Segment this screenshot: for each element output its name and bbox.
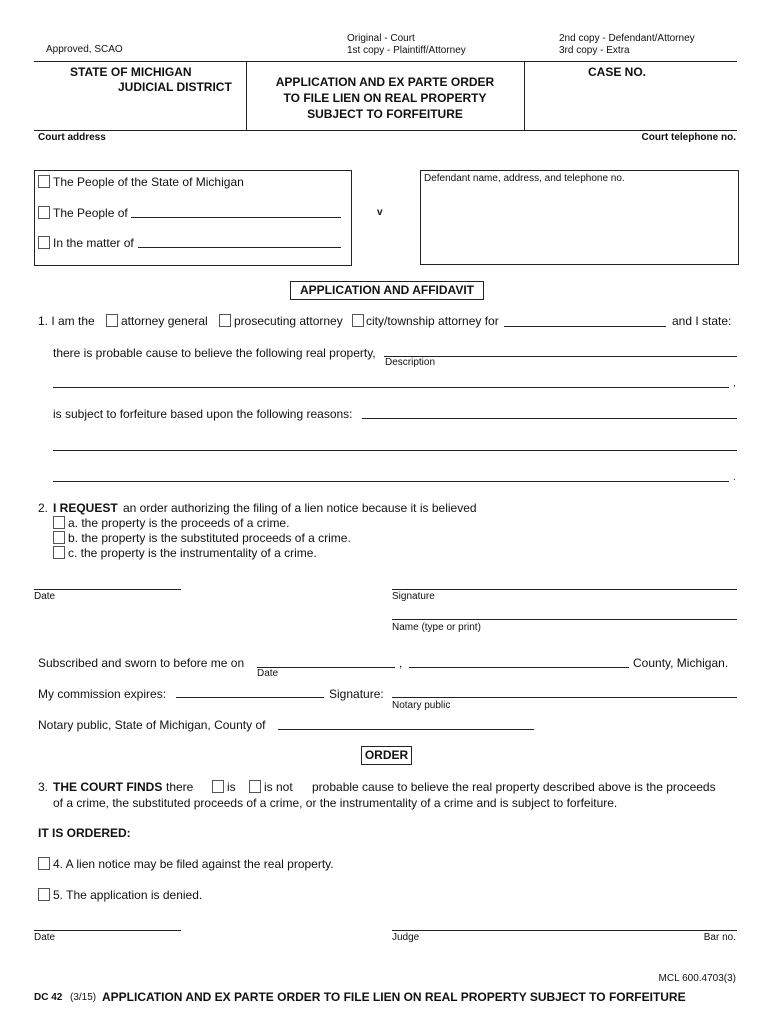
people-state-label: The People of the State of Michigan xyxy=(53,175,244,189)
notary-county-field[interactable] xyxy=(409,667,629,668)
application-name-label: Name (type or print) xyxy=(392,622,481,633)
county-michigan: County, Michigan. xyxy=(633,656,729,670)
header-divider-right xyxy=(524,61,525,130)
checkbox-is[interactable] xyxy=(212,780,224,793)
checkbox-item4[interactable] xyxy=(38,857,50,870)
title-line1: APPLICATION AND EX PARTE ORDER xyxy=(275,75,495,89)
property-description-field[interactable] xyxy=(384,356,737,357)
and-i-state: and I state: xyxy=(672,314,732,328)
form-revision: (3/15) xyxy=(70,992,97,1003)
item3-number: 3. xyxy=(38,780,49,794)
order-date-field[interactable] xyxy=(34,930,181,931)
checkbox-option-a[interactable] xyxy=(53,516,65,529)
property-description-line2[interactable] xyxy=(53,387,729,388)
checkbox-matter-of[interactable] xyxy=(38,236,50,249)
item3-there: there xyxy=(166,780,194,794)
application-name-field[interactable] xyxy=(392,619,737,620)
copy-third: 3rd copy - Extra xyxy=(559,45,630,56)
matter-of-field[interactable] xyxy=(138,247,341,248)
reasons-field-line3[interactable] xyxy=(53,481,729,482)
reasons-field-line2[interactable] xyxy=(53,450,737,451)
checkbox-people-of[interactable] xyxy=(38,206,50,219)
subscribed-text: Subscribed and sworn to before me on xyxy=(38,656,245,670)
notary-signature-label: Signature: xyxy=(329,687,384,701)
it-is-ordered: IT IS ORDERED: xyxy=(38,826,131,840)
order-date-label: Date xyxy=(34,932,56,943)
order-heading: ORDER xyxy=(361,746,412,765)
item2-text: an order authorizing the filing of a lien notice because it is believed xyxy=(123,501,477,515)
option-b-label: b. the property is the substituted proceeds of a crime. xyxy=(68,531,351,545)
description-comma: , xyxy=(733,378,736,389)
case-no-field[interactable] xyxy=(530,82,730,126)
item3-line1: probable cause to believe the real property described above is the proceeds xyxy=(312,780,716,794)
checkbox-option-c[interactable] xyxy=(53,546,65,559)
commission-expires-label: My commission expires: xyxy=(38,687,167,701)
notary-date-label: Date xyxy=(257,668,279,679)
application-date-field[interactable] xyxy=(34,589,181,590)
state-of-michigan: STATE OF MICHIGAN xyxy=(70,65,192,79)
attorney-general-label: attorney general xyxy=(121,314,208,328)
checkbox-is-not[interactable] xyxy=(249,780,261,793)
city-attorney-field[interactable] xyxy=(504,326,666,327)
judicial-district: JUDICIAL DISTRICT xyxy=(118,80,232,94)
header-bottom-rule xyxy=(34,130,737,131)
copy-second: 2nd copy - Defendant/Attorney xyxy=(559,33,695,44)
is-not-label: is not xyxy=(264,780,293,794)
checkbox-attorney-general[interactable] xyxy=(106,314,118,327)
reasons-field-line1[interactable] xyxy=(362,418,737,419)
case-no-label: CASE NO. xyxy=(588,65,647,79)
item4-label: 4. A lien notice may be filed against the real property. xyxy=(53,857,334,871)
notary-comma: , xyxy=(399,656,403,670)
notary-signature-field[interactable] xyxy=(392,697,737,698)
is-label: is xyxy=(227,780,236,794)
item5-label: 5. The application is denied. xyxy=(53,888,203,902)
checkbox-prosecuting-attorney[interactable] xyxy=(219,314,231,327)
item2-number: 2. xyxy=(38,501,49,515)
item3-line2: of a crime, the substituted proceeds of a crime, or the instrumentality of a crime and is subject to forfeiture. xyxy=(53,796,618,810)
prosecuting-attorney-label: prosecuting attorney xyxy=(234,314,343,328)
form-id: DC 42 xyxy=(34,992,63,1003)
probable-cause-text: there is probable cause to believe the following real property, xyxy=(53,346,376,360)
header-top-rule xyxy=(34,61,737,62)
people-of-field[interactable] xyxy=(131,217,341,218)
description-label: Description xyxy=(385,357,436,368)
application-signature-field[interactable] xyxy=(392,589,737,590)
mcl-reference: MCL 600.4703(3) xyxy=(658,973,736,984)
footer-title: APPLICATION AND EX PARTE ORDER TO FILE LIEN ON REAL PROPERTY SUBJECT TO FORFEITURE xyxy=(102,990,686,1004)
court-telephone-label: Court telephone no. xyxy=(641,132,736,143)
item3-bold: THE COURT FINDS xyxy=(53,780,163,794)
notary-state-county-field[interactable] xyxy=(278,729,534,730)
option-a-label: a. the property is the proceeds of a crime. xyxy=(68,516,290,530)
judge-signature-field[interactable] xyxy=(392,930,737,931)
checkbox-option-b[interactable] xyxy=(53,531,65,544)
city-attorney-label: city/township attorney for xyxy=(366,314,499,328)
versus: v xyxy=(377,207,383,218)
title-line3: SUBJECT TO FORFEITURE xyxy=(307,107,463,121)
checkbox-people-state[interactable] xyxy=(38,175,50,188)
defendant-box[interactable] xyxy=(420,170,739,265)
application-signature-label: Signature xyxy=(392,591,435,602)
title-line2: TO FILE LIEN ON REAL PROPERTY xyxy=(283,91,487,105)
application-heading: APPLICATION AND AFFIDAVIT xyxy=(290,281,484,300)
checkbox-city-attorney[interactable] xyxy=(352,314,364,327)
copy-first: 1st copy - Plaintiff/Attorney xyxy=(347,45,466,56)
people-of-label: The People of xyxy=(53,206,128,220)
bar-no-label: Bar no. xyxy=(703,932,736,943)
notary-state-county: Notary public, State of Michigan, County of xyxy=(38,718,266,732)
judge-label: Judge xyxy=(392,932,420,943)
application-date-label: Date xyxy=(34,591,56,602)
option-c-label: c. the property is the instrumentality of a crime. xyxy=(68,546,317,560)
item2-bold: I REQUEST xyxy=(53,501,118,515)
matter-of-label: In the matter of xyxy=(53,236,134,250)
defendant-label: Defendant name, address, and telephone no. xyxy=(424,173,625,184)
reasons-period: . xyxy=(733,472,736,483)
copy-original: Original - Court xyxy=(347,33,415,44)
approved-scao: Approved, SCAO xyxy=(46,44,123,55)
subject-reasons-text: is subject to forfeiture based upon the following reasons: xyxy=(53,407,353,421)
checkbox-item5[interactable] xyxy=(38,888,50,901)
commission-expires-field[interactable] xyxy=(176,697,324,698)
item1-prefix: 1. I am the xyxy=(38,314,95,328)
notary-public-label: Notary public xyxy=(392,700,451,711)
court-address-label: Court address xyxy=(38,132,106,143)
